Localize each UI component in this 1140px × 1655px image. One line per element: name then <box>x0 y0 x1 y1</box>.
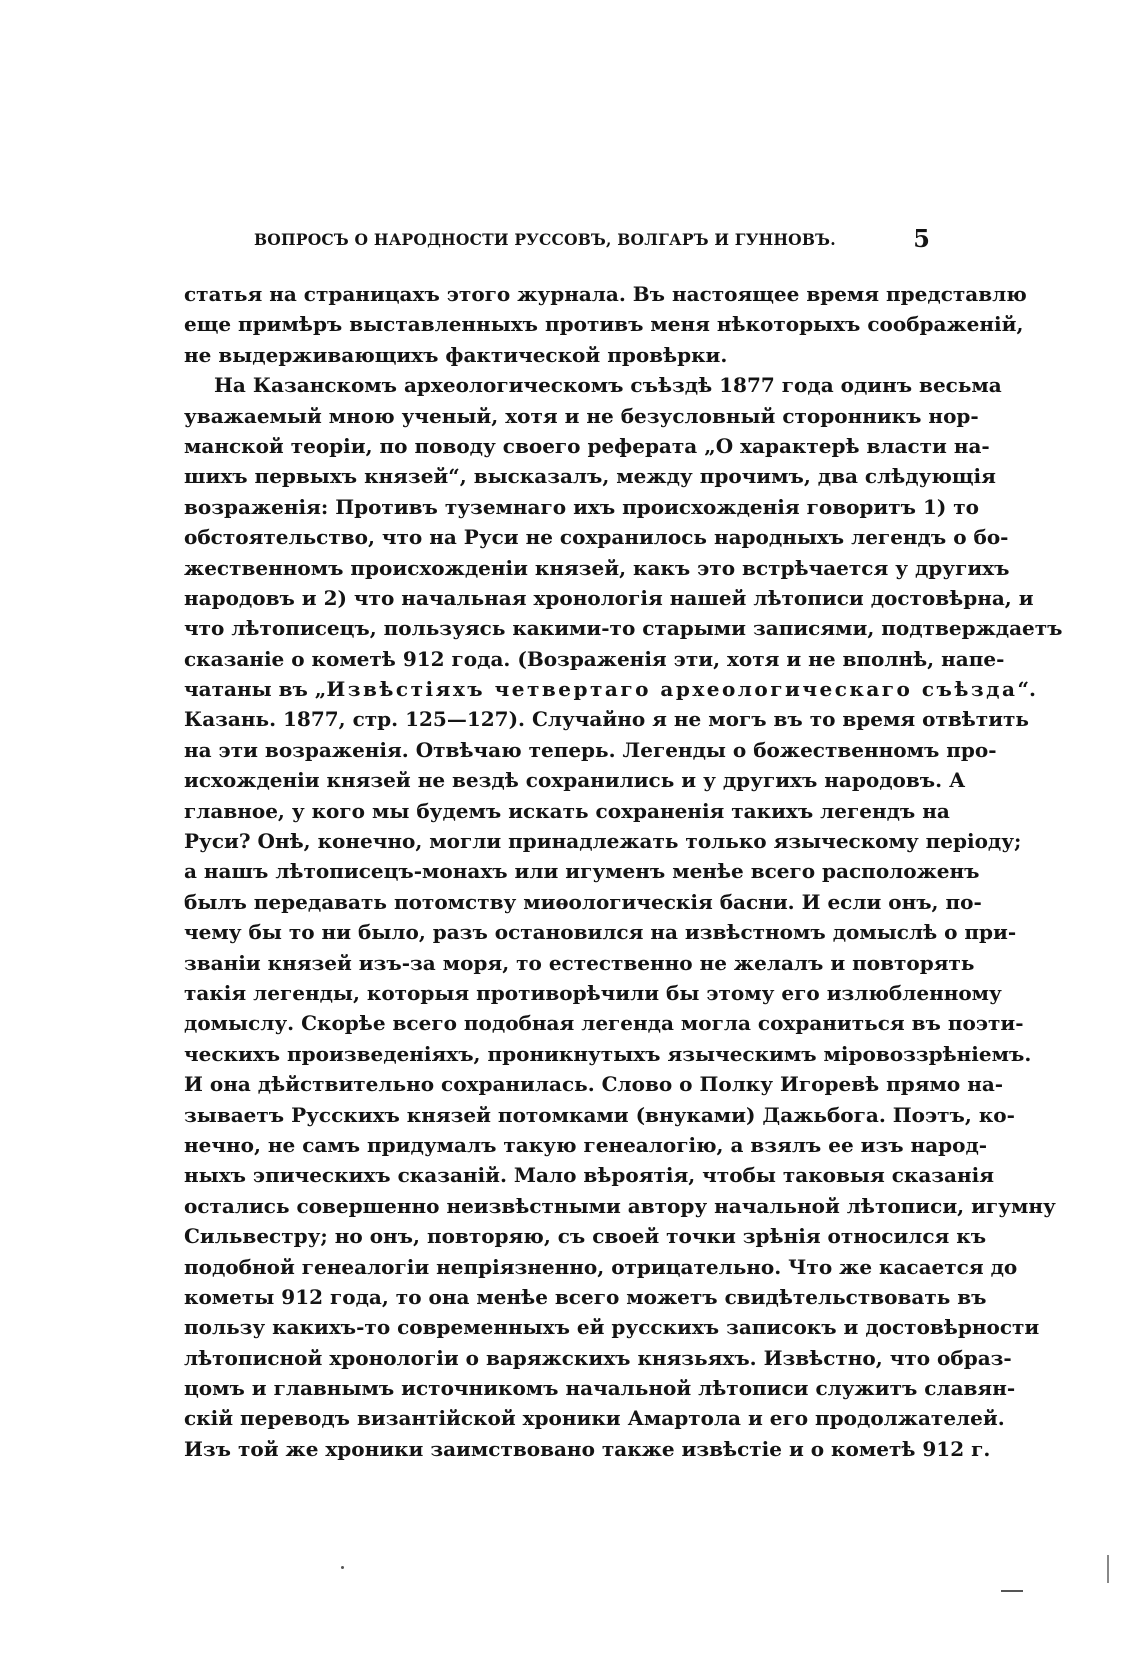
text-line: былъ передавать потомству миѳологическія басни. И если онъ, по- <box>184 889 982 914</box>
text-line: обстоятельство, что на Руси не сохранилось народныхъ легендъ о бо- <box>184 525 1009 550</box>
text-line: Сильвестру; но онъ, повторяю, съ своей точки зрѣнія относился къ <box>184 1224 987 1249</box>
text-line: скій переводъ византійской хроники Амартола и его продолжателей. <box>184 1406 1005 1431</box>
text-line: статья на страницахъ этого журнала. Въ настоящее время представлю <box>184 282 1027 306</box>
text-line: главное, у кого мы будемъ искать сохраненія такихъ легендъ на <box>184 798 950 823</box>
body-text <box>184 279 1063 1464</box>
text-line: Руси? Онѣ, конечно, могли принадлежать только языческому періоду; <box>184 829 1022 854</box>
text-line: цомъ и главнымъ источникомъ начальной лѣтописи служитъ славян- <box>184 1376 1016 1401</box>
page-number: 5 <box>913 224 930 253</box>
scan-dash-mark <box>1001 1590 1023 1592</box>
text-line: Казань. 1877, стр. 125—127). Случайно я не могъ въ то время отвѣтить <box>184 707 1029 732</box>
text-line: такія легенды, которыя противорѣчили бы этому его излюбленному <box>184 980 1002 1005</box>
text-line: что лѣтописецъ, пользуясь какими-то старыми записями, подтверждаетъ <box>184 616 1063 641</box>
running-head <box>184 226 930 256</box>
text-line: народовъ и 2) что начальная хронологія нашей лѣтописи достовѣрна, и <box>184 585 1034 610</box>
text-line: чему бы то ни было, разъ остановился на извѣстномъ домыслѣ о при- <box>184 920 1017 945</box>
text-line: исхожденіи князей не вездѣ сохранились и у другихъ народовъ. А <box>184 768 966 793</box>
text-line: подобной генеалогіи непріязненно, отрицательно. Что же касается до <box>184 1254 1018 1279</box>
text-line: уважаемый мною ученый, хотя и не безусловный сторонникъ нор- <box>184 403 979 428</box>
scan-edge-mark <box>1107 1555 1109 1583</box>
text-line: пользу какихъ-то современныхъ ей русскихъ записокъ и достовѣрности <box>184 1315 1040 1340</box>
paragraph-start-line: На Казанскомъ археологическомъ съѣздѣ 1877 года одинъ весьма <box>214 373 1002 398</box>
text-line: И она дѣйствительно сохранилась. Слово о Полку Игоревѣ прямо на- <box>184 1072 1004 1097</box>
text-line: ческихъ произведеніяхъ, проникнутыхъ языческимъ міровоззрѣніемъ. <box>184 1041 1032 1066</box>
citation-suffix: “. <box>1017 677 1036 702</box>
text-line: возраженія: Противъ туземнаго ихъ происхожденія говоритъ 1) то <box>184 494 980 519</box>
text-line: ныхъ эпическихъ сказаній. Мало вѣроятія, чтобы таковыя сказанія <box>184 1163 995 1188</box>
text-line: кометы 912 года, то она менѣе всего можетъ свидѣтельствовать въ <box>184 1284 987 1309</box>
text-line: званіи князей изъ-за моря, то естественно не желалъ и повторять <box>184 950 975 975</box>
text-line: нечно, не самъ придумалъ такую генеалогію, а взялъ ее изъ народ- <box>184 1132 988 1157</box>
text-line: зываетъ Русскихъ князей потомками (внуками) Дажьбога. Поэтъ, ко- <box>184 1102 1015 1127</box>
scan-speck <box>341 1566 344 1569</box>
text-line: Изъ той же хроники заимствовано также извѣстіе и о кометѣ 912 г. <box>184 1436 991 1461</box>
citation-prefix: чатаны въ „ <box>184 677 327 702</box>
text-line: шихъ первыхъ князей“, высказалъ, между прочимъ, два слѣдующія <box>184 464 996 489</box>
text-line: сказаніе о кометѣ 912 года. (Возраженія эти, хотя и не вполнѣ, напе- <box>184 646 1005 671</box>
text-line: остались совершенно неизвѣстными автору начальной лѣтописи, игумну <box>184 1193 1056 1218</box>
text-line: еще примѣръ выставленныхъ противъ меня нѣкоторыхъ соображеній, <box>184 312 1024 337</box>
running-title: ВОПРОСЪ О НАРОДНОСТИ РУССОВЪ, ВОЛГАРЪ И ГУННОВЪ. <box>254 230 836 249</box>
text-line-citation <box>184 674 1036 704</box>
text-line: а нашъ лѣтописецъ-монахъ или игуменъ менѣе всего расположенъ <box>184 859 980 884</box>
text-line: не выдерживающихъ фактической провѣрки. <box>184 342 728 367</box>
text-line: домыслу. Скорѣе всего подобная легенда могла сохраниться въ поэти- <box>184 1011 1024 1036</box>
citation-title: Извѣстіяхъ четвертаго археологическаго съѣзда <box>326 677 1018 702</box>
text-line: лѣтописной хронологіи о варяжскихъ князьяхъ. Извѣстно, что образ- <box>184 1345 1012 1370</box>
text-line: жественномъ происхожденіи князей, какъ это встрѣчается у другихъ <box>184 555 1010 580</box>
text-line: на эти возраженія. Отвѣчаю теперь. Легенды о божественномъ про- <box>184 737 997 762</box>
text-line: манской теоріи, по поводу своего реферата „О характерѣ власти на- <box>184 433 990 458</box>
